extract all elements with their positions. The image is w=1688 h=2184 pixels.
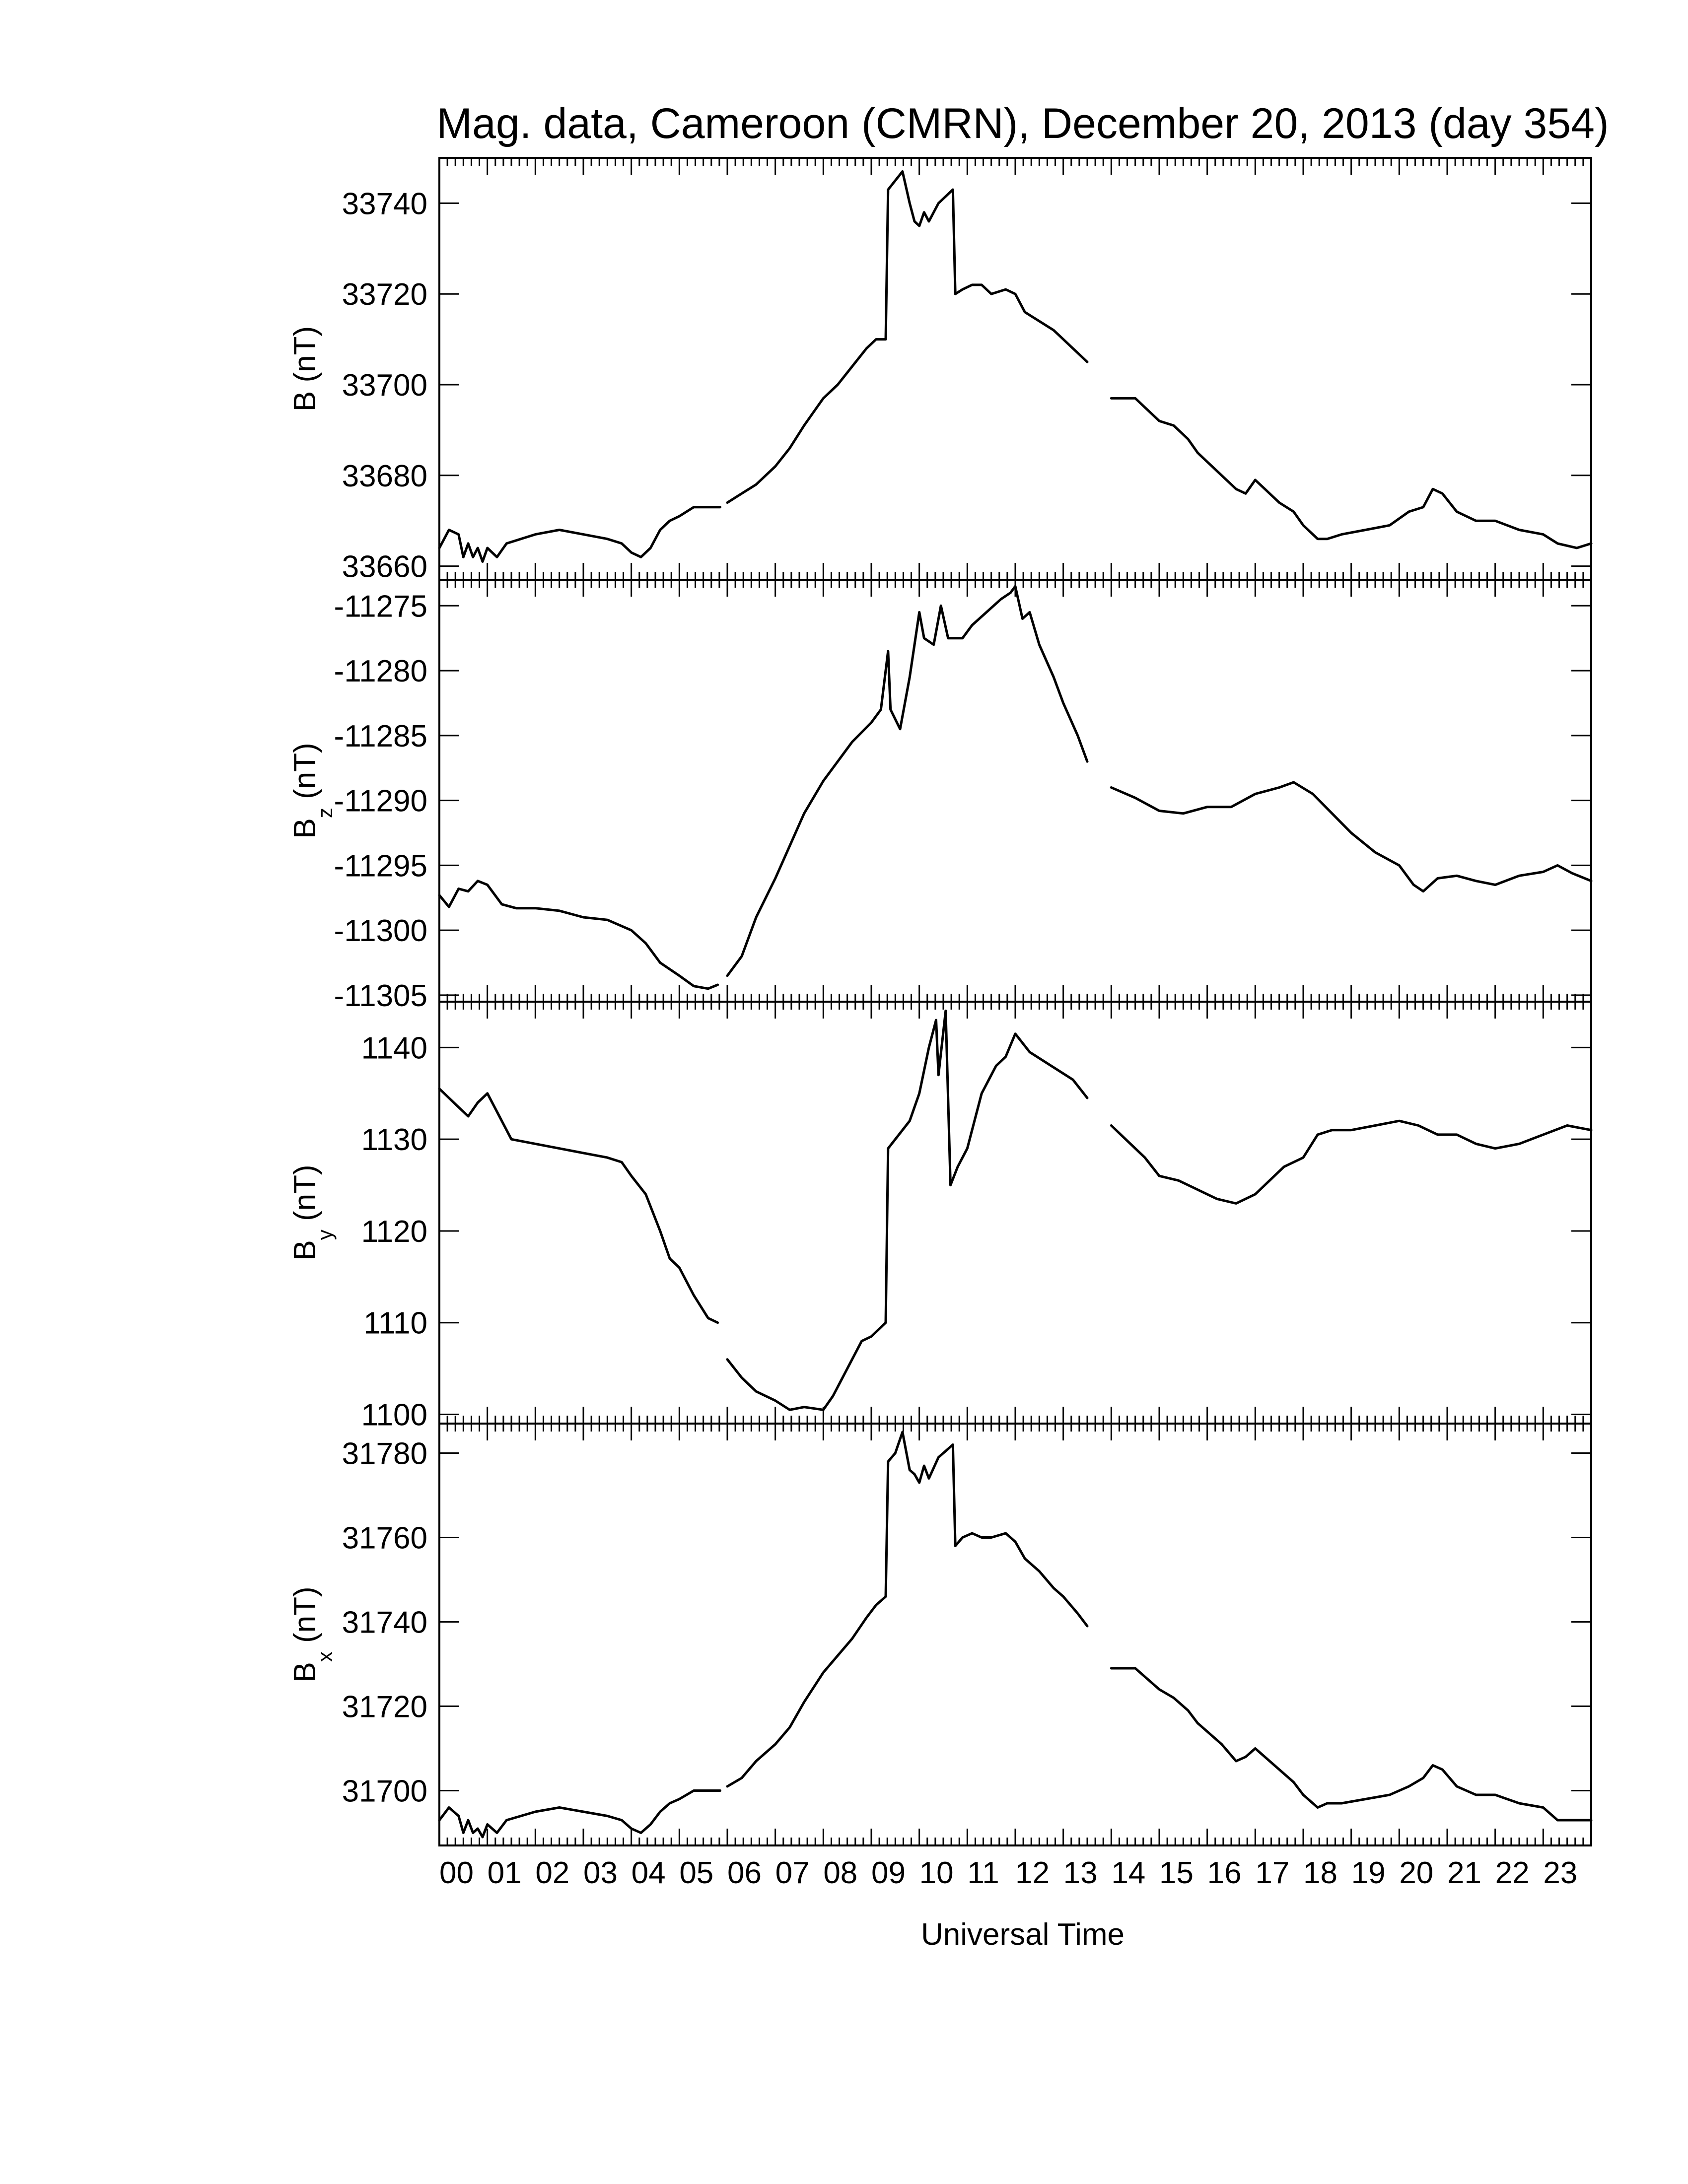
x-tick-label: 17 xyxy=(1255,1856,1290,1890)
x-tick-label: 11 xyxy=(967,1856,999,1890)
y-tick-label: 1120 xyxy=(361,1214,427,1249)
y-tick-label: -11285 xyxy=(334,719,427,753)
y-tick-label: -11300 xyxy=(334,914,427,949)
y-axis-label-unit: (nT) xyxy=(288,326,322,391)
y-tick-label: -11280 xyxy=(334,654,427,689)
series-line-Bx-segment-2 xyxy=(727,1432,1087,1786)
series-line-B-segment-2 xyxy=(727,171,1087,502)
y-tick-label: 31700 xyxy=(342,1774,427,1809)
y-tick-label: 1100 xyxy=(361,1398,427,1433)
series-line-Bx-segment-1 xyxy=(439,1791,720,1838)
panel-frame-By xyxy=(439,1002,1591,1424)
y-axis-label-unit: (nT) xyxy=(288,1164,322,1230)
x-tick-label: 07 xyxy=(775,1856,810,1890)
x-tick-label: 23 xyxy=(1543,1856,1578,1890)
y-axis-label-unit: (nT) xyxy=(288,743,322,808)
x-tick-label: 16 xyxy=(1207,1856,1242,1890)
x-tick-label: 09 xyxy=(871,1856,906,1890)
series-line-Bx-segment-3 xyxy=(1111,1668,1591,1820)
x-tick-label: 15 xyxy=(1159,1856,1194,1890)
y-tick-label: -11295 xyxy=(334,849,427,884)
x-tick-label: 14 xyxy=(1111,1856,1146,1890)
y-axis-label-subscript: x xyxy=(313,1651,337,1662)
x-tick-label: 22 xyxy=(1495,1856,1530,1890)
y-tick-label: -11275 xyxy=(334,589,427,624)
panel-Bx xyxy=(288,1424,1591,1845)
y-axis-label-main: B xyxy=(288,1240,322,1261)
series-line-Bz-segment-1 xyxy=(439,881,718,989)
x-tick-label: 18 xyxy=(1303,1856,1337,1890)
y-axis-label-unit: (nT) xyxy=(288,1586,322,1652)
panel-By xyxy=(288,1002,1591,1433)
y-tick-label: -11290 xyxy=(334,784,427,819)
y-tick-label: 1130 xyxy=(361,1123,427,1158)
panel-frame-B xyxy=(439,158,1591,580)
series-line-Bz-segment-3 xyxy=(1111,782,1591,891)
y-axis-label-main: B xyxy=(288,391,322,412)
y-tick-label: -11305 xyxy=(334,978,427,1013)
x-tick-label: 12 xyxy=(1015,1856,1050,1890)
x-tick-label: 00 xyxy=(439,1856,474,1890)
y-tick-label: 33740 xyxy=(342,187,427,221)
x-tick-label: 19 xyxy=(1351,1856,1386,1890)
x-tick-label: 21 xyxy=(1447,1856,1481,1890)
x-tick-label: 02 xyxy=(535,1856,570,1890)
panel-Bz xyxy=(288,580,1591,1013)
chart-title: Mag. data, Cameroon (CMRN), December 20, 2013 (day 354) xyxy=(436,100,1609,147)
y-tick-label: 33680 xyxy=(342,459,427,493)
y-axis-label-main: B xyxy=(288,818,322,839)
y-axis-label-main: B xyxy=(288,1662,322,1683)
panel-frame-Bz xyxy=(439,580,1591,1002)
y-tick-label: 31740 xyxy=(342,1605,427,1640)
panels-group xyxy=(288,158,1591,1845)
x-axis-label: Universal Time xyxy=(921,1917,1125,1952)
x-tick-label: 01 xyxy=(487,1856,522,1890)
y-axis-label-By xyxy=(288,1164,337,1260)
x-tick-label: 05 xyxy=(679,1856,714,1890)
y-tick-label: 33700 xyxy=(342,368,427,403)
y-axis-label-Bx xyxy=(288,1586,337,1682)
y-tick-label: 31760 xyxy=(342,1521,427,1556)
y-axis-label-Bz xyxy=(288,743,337,838)
y-tick-label: 31780 xyxy=(342,1436,427,1471)
x-tick-label: 03 xyxy=(583,1856,618,1890)
x-tick-label: 13 xyxy=(1063,1856,1098,1890)
series-line-B-segment-1 xyxy=(439,507,720,562)
x-tick-label: 08 xyxy=(823,1856,858,1890)
y-axis-label-B xyxy=(288,326,322,411)
x-tick-label: 20 xyxy=(1399,1856,1434,1890)
x-tick-label: 06 xyxy=(727,1856,762,1890)
y-tick-label: 33660 xyxy=(342,549,427,584)
y-tick-label: 1110 xyxy=(363,1306,427,1341)
x-tick-label: 04 xyxy=(631,1856,666,1890)
series-line-B-segment-3 xyxy=(1111,398,1591,548)
y-tick-label: 33720 xyxy=(342,277,427,312)
series-line-By-segment-3 xyxy=(1111,1121,1591,1203)
y-tick-label: 31720 xyxy=(342,1690,427,1724)
series-line-By-segment-2 xyxy=(727,1011,1087,1410)
y-axis-label-subscript: z xyxy=(313,808,337,819)
series-line-By-segment-1 xyxy=(439,1089,718,1323)
y-axis-label-subscript: y xyxy=(313,1229,337,1240)
x-tick-label: 10 xyxy=(919,1856,954,1890)
y-tick-label: 1140 xyxy=(361,1031,427,1066)
series-line-Bz-segment-2 xyxy=(727,586,1087,976)
panel-B xyxy=(288,158,1591,584)
x-axis xyxy=(439,1856,1577,1890)
